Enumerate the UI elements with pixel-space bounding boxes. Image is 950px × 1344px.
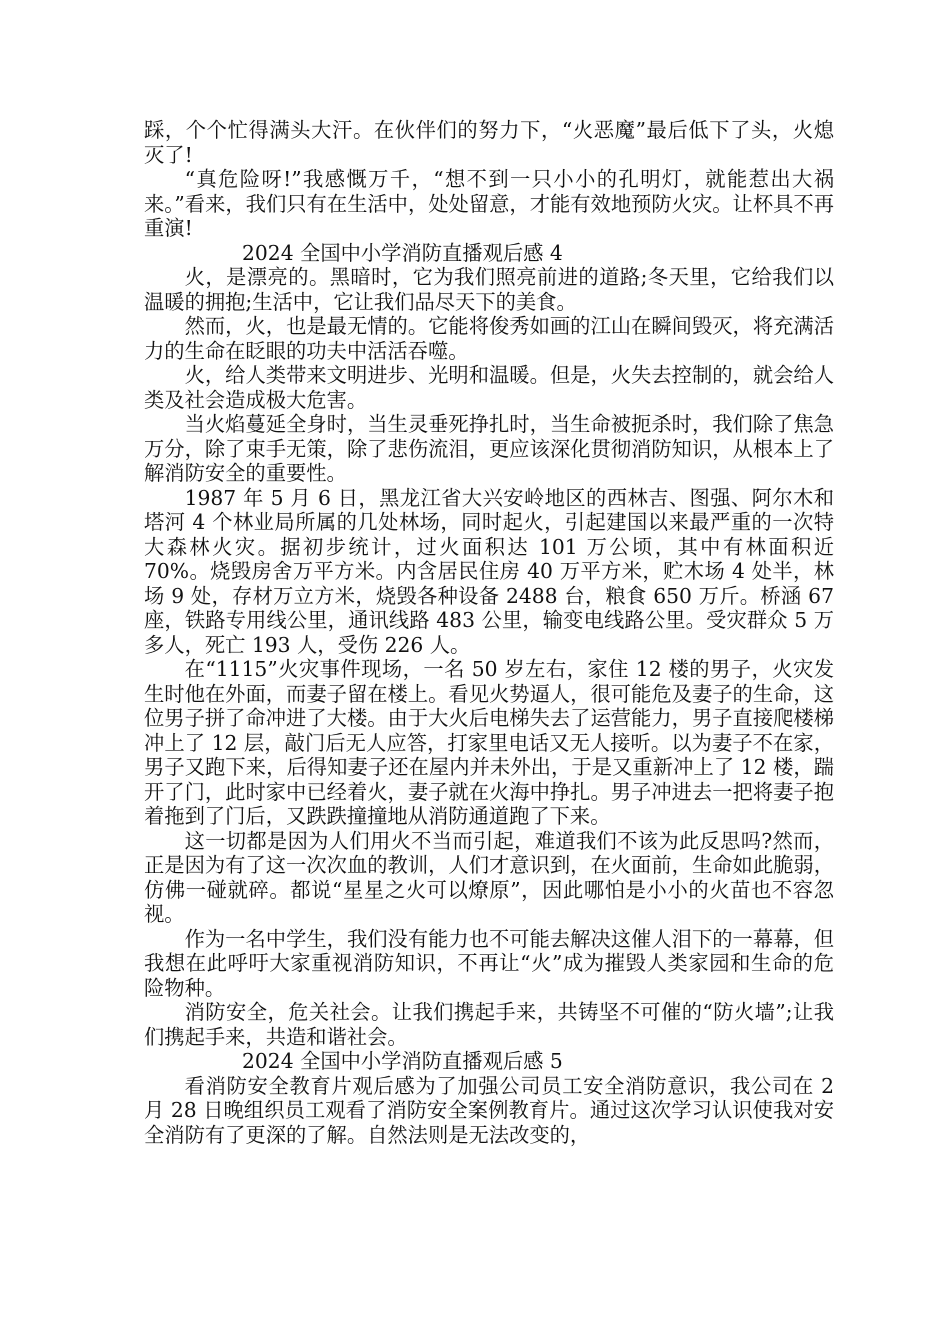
- document-page: [144, 118, 834, 1147]
- paragraph: 作为一名中学生，我们没有能力也不可能去解决这催人泪下的一幕幕，但我想在此呼吁大家重视消防知识，不再让“火”成为摧毁人类家园和生命的危险物种。: [144, 926, 834, 1000]
- paragraph: 这一切都是因为人们用火不当而引起，难道我们不该为此反思吗?然而，正是因为有了这一次次血的教训，人们才意识到，在火面前，生命如此脆弱，仿佛一碰就碎。都说“星星之火可以燎原”，因此哪怕是小小的火苗也不容忽视。: [144, 828, 834, 926]
- section-heading: 2024 全国中小学消防直播观后感 4: [242, 240, 563, 265]
- paragraph: “真危险呀!”我感慨万千，“想不到一只小小的孔明灯，就能惹出大祸来。”看来，我们只有在生活中，处处留意，才能有效地预防火灾。让杯具不再重演!: [144, 167, 834, 240]
- paragraph: 当火焰蔓延全身时，当生灵垂死挣扎时，当生命被扼杀时，我们除了焦急万分，除了束手无策，除了悲伤流泪，更应该深化贯彻消防知识，从根本上了解消防安全的重要性。: [144, 412, 834, 485]
- paragraph: 消防安全，危关社会。让我们携起手来，共铸坚不可催的“防火墙”;让我们携起手来，共造和谐社会。: [144, 1000, 834, 1049]
- paragraph: 在“1115”火灾事件现场，一名 50 岁左右，家住 12 楼的男子，火灾发生时他在外面，而妻子留在楼上。看见火势逼人，很可能危及妻子的生命，这位男子拼了命冲进了大楼。由于大火后电梯失去了运营能力，男子直接爬楼梯冲上了 12 层，敲门后无人应答，打家里电话又无人接听。以为妻子不在家，男子又跑下来，后得知妻子还在屋内并未外出，于是又重新冲上了 12 楼，踹开了门，此时家中已经着火，妻子就在火海中挣扎。男子冲进去一把将妻子抱着拖到了门后，又跌跌撞撞地从消防通道跑了下来。: [144, 657, 834, 828]
- paragraph: 火，给人类带来文明进步、光明和温暖。但是，火失去控制的，就会给人类及社会造成极大危害。: [144, 363, 834, 412]
- paragraph: 看消防安全教育片观后感为了加强公司员工安全消防意识，我公司在 2 月 28 日晚组织员工观看了消防安全案例教育片。通过这次学习认识使我对安全消防有了更深的了解。自然法则是无法改变的，: [144, 1073, 834, 1147]
- paragraph: 火，是漂亮的。黑暗时，它为我们照亮前进的道路;冬天里，它给我们以温暖的拥抱;生活中，它让我们品尽天下的美食。: [144, 265, 834, 314]
- paragraph: 踩，个个忙得满头大汗。在伙伴们的努力下，“火恶魔”最后低下了头，火熄灭了!: [144, 118, 834, 167]
- paragraph: 然而，火，也是最无情的。它能将俊秀如画的江山在瞬间毁灭，将充满活力的生命在眨眼的功夫中活活吞噬。: [144, 314, 834, 363]
- paragraph: 1987 年 5 月 6 日，黑龙江省大兴安岭地区的西林吉、图强、阿尔木和塔河 4 个林业局所属的几处林场，同时起火，引起建国以来最严重的一次特大森林火灾。据初步统计，过火面积达 101 万公顷，其中有林面积近 70%。烧毁房舍万平方米。内含居民住房 40 万平方米，贮木场 4 处半，林场 9 处，存材万立方米，烧毁各种设备 2488 台，粮食 650 万斤。桥涵 67 座，铁路专用线公里，通讯线路 483 公里，输变电线路公里。受灾群众 5 万多人，死亡 193 人，受伤 226 人。: [144, 485, 834, 657]
- section-heading: 2024 全国中小学消防直播观后感 5: [242, 1049, 563, 1073]
